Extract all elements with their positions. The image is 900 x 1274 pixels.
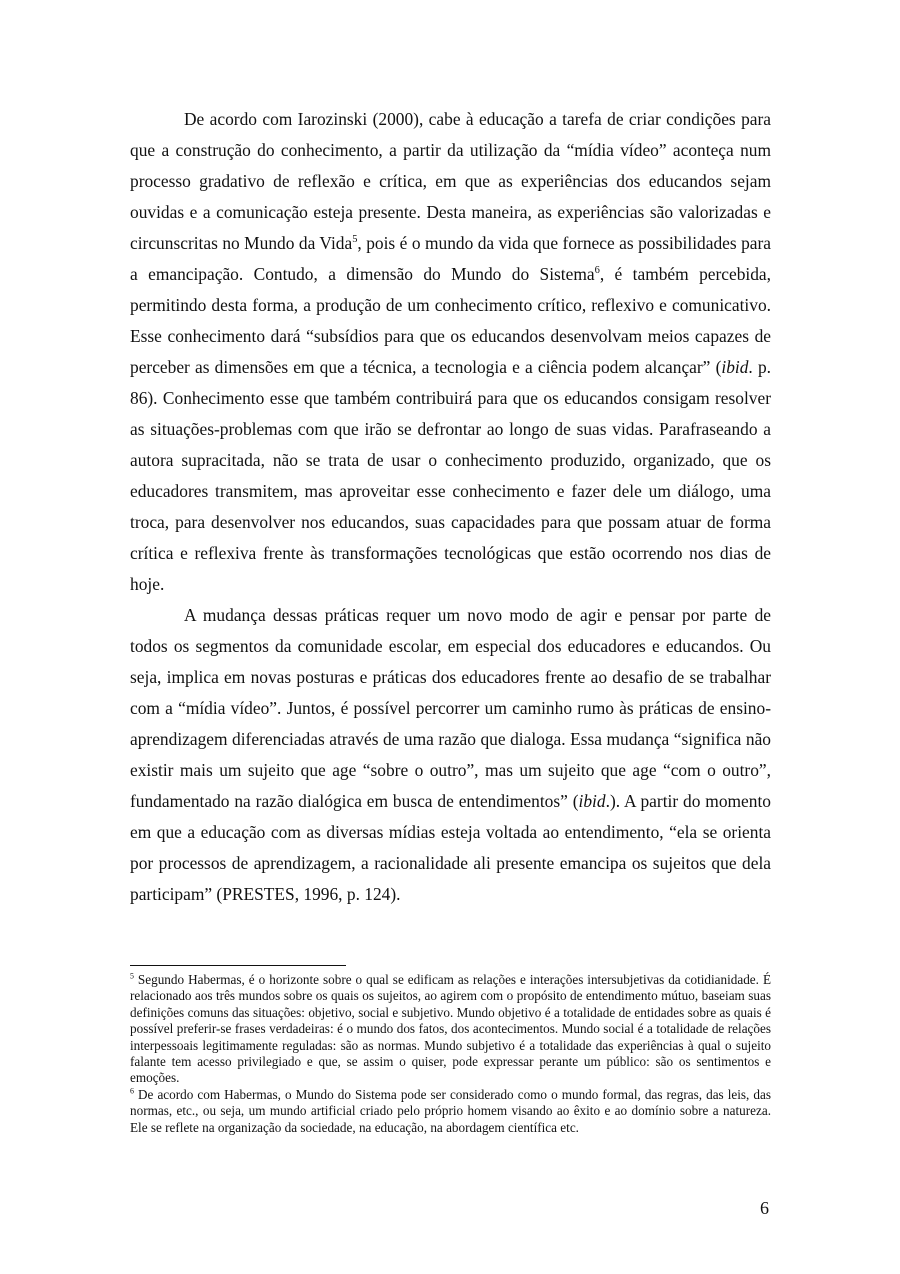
footnote-mark-6: 6 — [130, 1086, 134, 1096]
ibid-citation: ibid — [721, 357, 749, 377]
footnote-6 — [130, 1087, 771, 1136]
footnote-text-6: De acordo com Habermas, o Mundo do Sistema pode ser considerado como o mundo formal, das regras, das leis, das normas, etc., ou seja, um mundo artificial criado pelo próprio homem visando ao êxito e ao domínio sobre a natureza. Ele se reflete na organização da sociedade, na educação, na abordagem científica etc. — [130, 1086, 771, 1135]
footnote-divider — [130, 965, 346, 966]
paragraph-1 — [130, 104, 771, 600]
page-number: 6 — [760, 1198, 769, 1218]
paragraph-1-part-c: , é também percebida, permitindo desta forma, a produção de um conhecimento crítico, reflexivo e comunicativo. Esse conhecimento dará “subsídios para que os educandos desenvolvam meios capazes de perceber as dimensões em que a técnica, a tecnologia e a ciência podem alcançar” ( — [130, 264, 771, 377]
paragraph-2 — [130, 600, 771, 910]
footnote-ref-6[interactable]: 6 — [594, 265, 600, 277]
footnote-ref-5[interactable]: 5 — [352, 234, 358, 246]
paragraph-2-part-a: A mudança dessas práticas requer um novo modo de agir e pensar por parte de todos os segmentos da comunidade escolar, em especial dos educadores e educandos. Ou seja, implica em novas posturas e práticas dos educadores frente ao desafio de se trabalhar com a “mídia vídeo”. Juntos, é possível percorrer um caminho rumo às práticas de ensino-aprendizagem diferenciadas através de uma razão que dialoga. Essa mudança “significa não existir mais um sujeito que age “sobre o outro”, mas um sujeito que age “com o outro”, fundamentado na razão dialógica em busca de entendimentos” ( — [130, 605, 771, 811]
footnote-text-5: Segundo Habermas, é o horizonte sobre o qual se edificam as relações e interações intersubjetivas da cotidianidade. É relacionado aos três mundos sobre os quais os sujeitos, ao agirem com o propósito de entendimento mútuo, baseiam suas definições comuns das situações: objetivo, social e subjetivo. Mundo objetivo é a totalidade de entidades sobre as quais é possível preferir-se frases verdadeiras: é o mundo dos fatos, dos acontecimentos. Mundo social é a totalidade de relações interpessoais legitimamente reguladas: são as normas. Mundo subjetivo é a totalidade das experiências à qual o sujeito falante tem acesso privilegiado e que, se assim o quiser, pode expressar perante um público: são os sentimentos e emoções. — [130, 972, 771, 1086]
footnote-mark-5: 5 — [130, 971, 134, 981]
paragraph-1-part-d: . p. 86). Conhecimento esse que também contribuirá para que os educandos consigam resolver as situações-problemas com que irão se defrontar ao longo de suas vidas. Parafraseando a autora supracitada, não se trata de usar o conhecimento produzido, organizado, que os educadores transmitem, mas aproveitar esse conhecimento e fazer dele um diálogo, uma troca, para desenvolver nos educandos, suas capacidades para que possam atuar de forma crítica e reflexiva frente às transformações tecnológicas que estão ocorrendo nos dias de hoje. — [130, 357, 771, 594]
footnote-5 — [130, 972, 771, 1087]
main-text — [130, 104, 771, 910]
footnotes — [130, 972, 771, 1136]
paragraph-1-part-a: De acordo com Iarozinski (2000), cabe à educação a tarefa de criar condições para que a construção do conhecimento, a partir da utilização da “mídia vídeo” aconteça num processo gradativo de reflexão e crítica, em que as experiências dos educandos sejam ouvidas e a comunicação esteja presente. Desta maneira, as experiências são valorizadas e circunscritas no Mundo da Vida — [130, 109, 771, 253]
paragraph-2-part-b: .). A partir do momento em que a educação com as diversas mídias esteja voltada ao entendimento, “ela se orienta por processos de aprendizagem, a racionalidade ali presente emancipa os sujeitos que dela participam” (PRESTES, 1996, p. 124). — [130, 791, 771, 904]
ibid-citation: ibid — [578, 791, 606, 811]
paragraph-1-part-b: , pois é o mundo da vida que fornece as possibilidades para a emancipação. Contudo, a dimensão do Mundo do Sistema — [130, 233, 771, 284]
